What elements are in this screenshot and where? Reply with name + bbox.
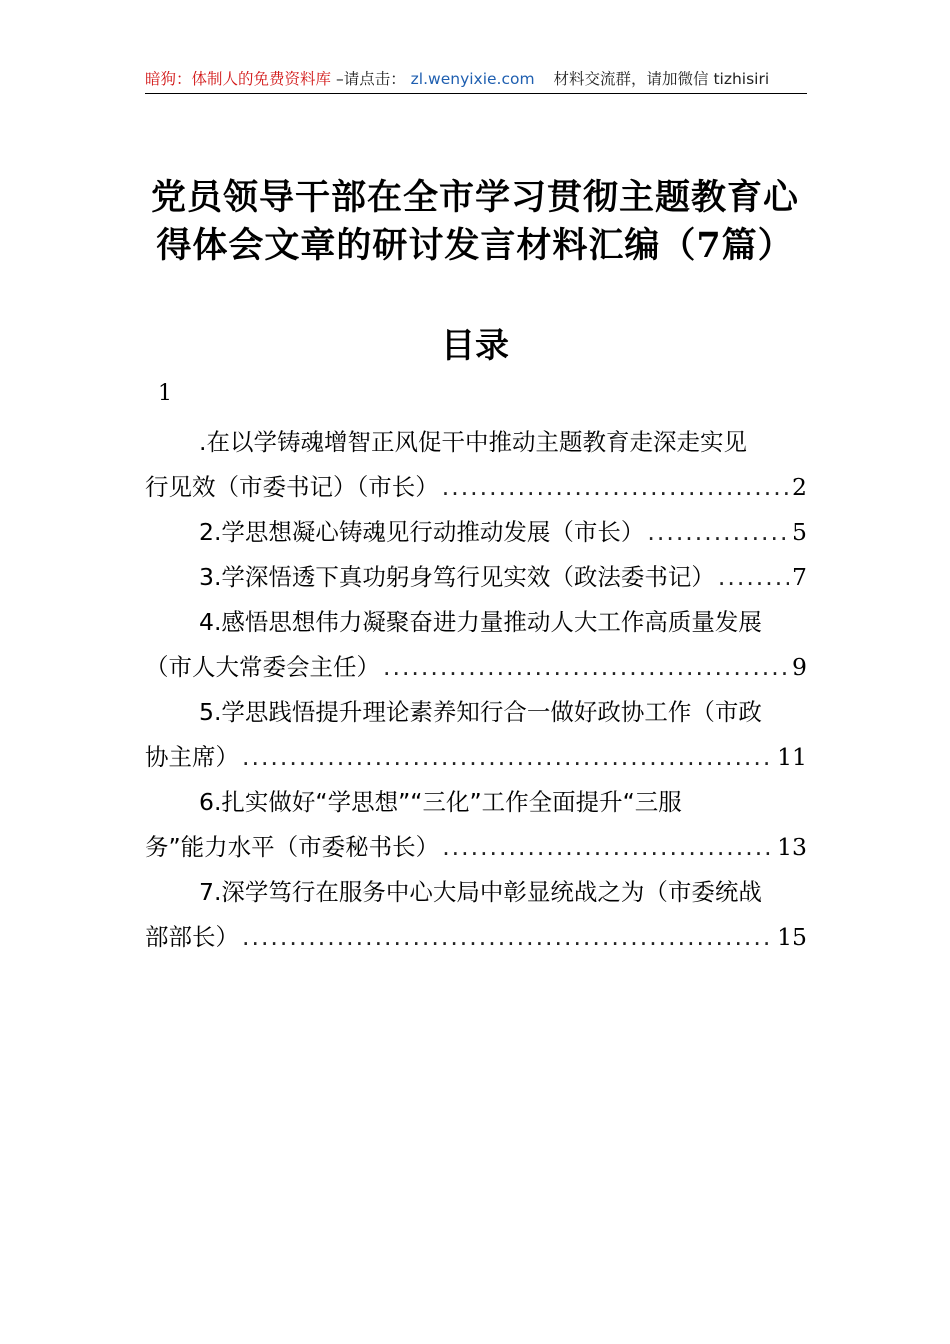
toc-page-number: 7 (792, 563, 807, 591)
toc-entry-text: 6.扎实做好“学思想”“三化”工作全面提升“三服 (199, 788, 682, 816)
toc-page-number: 2 (792, 473, 807, 501)
toc-entry-6[interactable] (145, 780, 807, 870)
toc-heading: 目录 (441, 326, 509, 366)
toc-entry-4[interactable] (145, 600, 807, 690)
table-of-contents (145, 420, 807, 960)
toc-entry-text: （市人大常委会主任） (145, 653, 380, 681)
toc-entry-text: 7.深学笃行在服务中心大局中彰显统战之为（市委统战 (199, 878, 762, 906)
toc-page-number: 11 (777, 743, 807, 771)
toc-page-number: 5 (792, 518, 807, 546)
toc-page-number: 15 (777, 923, 807, 951)
header-url-link[interactable]: zl.wenyixie.com (410, 70, 535, 88)
toc-entry-7[interactable] (145, 870, 807, 960)
title-line-1: 党员领导干部在全市学习贯彻主题教育心 (150, 177, 799, 218)
toc-entry-2[interactable] (145, 510, 807, 555)
toc-entry-1[interactable] (145, 420, 807, 510)
toc-entry-5[interactable] (145, 690, 807, 780)
toc-entry-text: .在以学铸魂增智正风促干中推动主题教育走深走实见 (199, 428, 747, 456)
leader-dots (242, 915, 774, 960)
toc-entry-text: 4.感悟思想伟力凝聚奋进力量推动人大工作高质量发展 (199, 608, 762, 636)
leader-dots (383, 645, 789, 690)
toc-entry-3[interactable] (145, 555, 807, 600)
toc-page-number: 13 (777, 833, 807, 861)
header-contact: 材料交流群，请加微信 tizhisiri (553, 70, 770, 88)
leader-dots (647, 510, 789, 555)
page-header (145, 66, 807, 94)
header-site-name: 暗狗：体制人的免费资料库 (145, 70, 332, 88)
leader-dots (442, 465, 789, 510)
toc-entry-text: 2.学思想凝心铸魂见行动推动发展（市长） (199, 518, 645, 546)
leader-dots (718, 555, 789, 600)
toc-entry-text: 务”能力水平（市委秘书长） (145, 833, 440, 861)
toc-entry-text: 5.学思践悟提升理论素养知行合一做好政协工作（市政 (199, 698, 762, 726)
toc-entry-text: 协主席） (145, 743, 239, 771)
toc-stray-number: 1 (158, 381, 172, 406)
title-line-2: 得体会文章的研讨发言材料汇编（7篇） (156, 225, 794, 266)
document-title (120, 174, 830, 270)
header-prompt: –请点击： (335, 70, 406, 88)
toc-page-number: 9 (792, 653, 807, 681)
toc-entry-text: 行见效（市委书记）（市长） (145, 473, 439, 501)
toc-entry-text: 3.学深悟透下真功躬身笃行见实效（政法委书记） (199, 563, 715, 591)
leader-dots (242, 735, 774, 780)
toc-entry-text: 部部长） (145, 923, 239, 951)
leader-dots (442, 825, 774, 870)
